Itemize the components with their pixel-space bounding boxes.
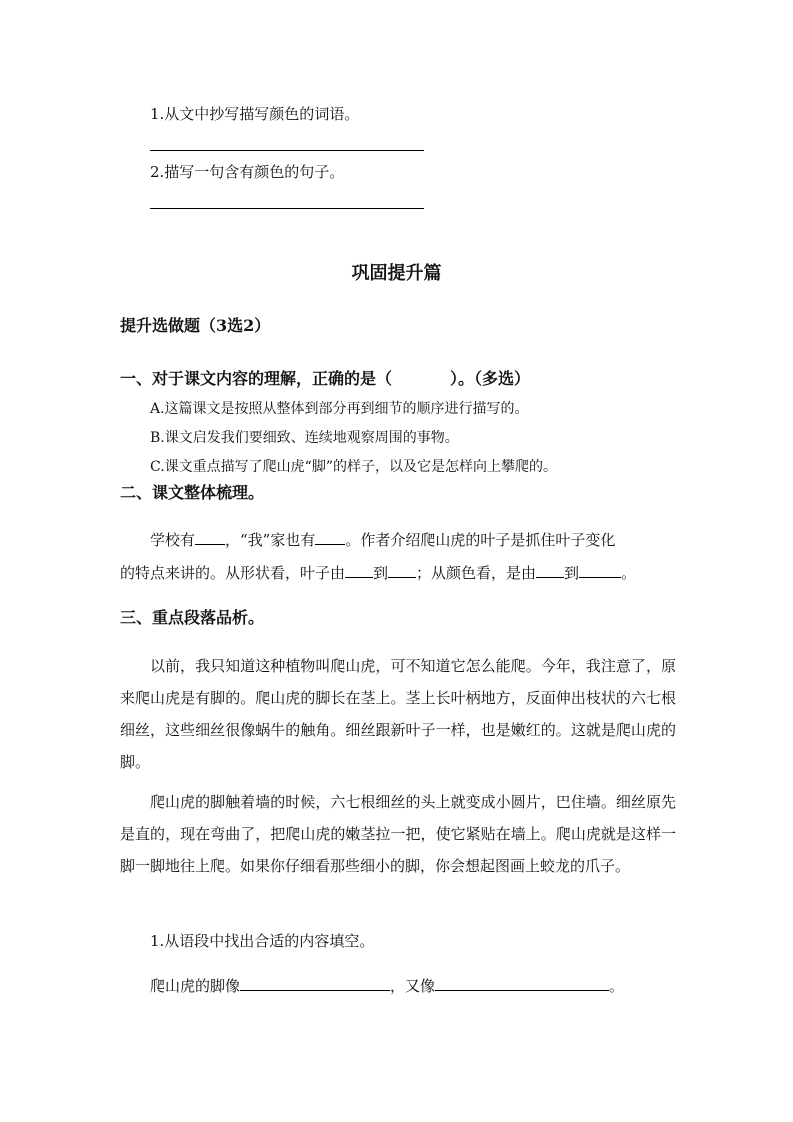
question-1-top: 1.从文中抄写描写颜色的词语。 (150, 105, 360, 123)
section-1-heading (120, 369, 530, 389)
answer-blank[interactable] (435, 975, 609, 991)
question-2-top: 2.描写一句含有颜色的句子。 (150, 163, 345, 181)
option-b[interactable]: B.课文启发我们要细致、连续地观察周围的事物。 (150, 430, 459, 446)
option-a[interactable]: A.这篇课文是按照从整体到部分再到细节的顺序进行描写的。 (150, 401, 529, 417)
text-fragment: 。 (621, 564, 637, 582)
text-fragment: 。作者介绍爬山虎的叶子是抓住叶子变化 (345, 531, 616, 549)
section-2-line-2 (120, 562, 636, 583)
option-c[interactable]: C.课文重点描写了爬山虎“脚”的样子，以及它是怎样向上攀爬的。 (150, 459, 557, 475)
answer-blank[interactable] (315, 529, 345, 545)
section-2-line-1 (150, 529, 615, 550)
text-fragment: 学校有 (150, 531, 196, 549)
answer-blank[interactable] (240, 975, 390, 991)
section-1-heading-pre: 一、对于课文内容的理解，正确的是（ (120, 369, 393, 388)
answer-blank[interactable] (195, 529, 225, 545)
text-fragment: ，又像 (390, 977, 436, 995)
passage-paragraph-1: 以前，我只知道这种植物叫爬山虎，可不知道它怎么能爬。今年，我注意了，原来爬山虎是有脚的。爬山虎的脚长在茎上。茎上长叶柄地方，反面伸出枝状的六七根细丝，这些细丝很像蜗牛的触角。细丝跟新叶子一样，也是嫩红的。这就是爬山虎的脚。 (120, 657, 676, 771)
text-fragment: ，“我”家也有 (225, 531, 316, 549)
passage-paragraph-2: 爬山虎的脚触着墙的时候，六七根细丝的头上就变成小圆片，巴住墙。细丝原先是直的，现在弯曲了，把爬山虎的嫩茎拉一把，使它紧贴在墙上。爬山虎就是这样一脚一脚地往上爬。如果你仔细看那些细小的脚，你会想起图画上蛟龙的爪子。 (120, 793, 676, 875)
answer-line-2[interactable] (150, 208, 424, 209)
section-2-heading: 二、课文整体梳理。 (120, 483, 265, 502)
answer-blank[interactable] (388, 562, 416, 578)
text-fragment: 到 (373, 564, 389, 582)
text-fragment: 的特点来讲的。从形状看，叶子由 (120, 564, 346, 582)
answer-line-1[interactable] (150, 150, 424, 151)
text-fragment: 。 (609, 977, 625, 995)
text-fragment: 爬山虎的脚像 (150, 977, 241, 995)
section-1-heading-post: ）。（多选） (450, 369, 531, 388)
page-title: 巩固提升篇 (351, 263, 442, 284)
text-fragment: ；从颜色看，是由 (416, 564, 537, 582)
answer-blank[interactable] (345, 562, 373, 578)
section-3-heading: 三、重点段落品析。 (120, 608, 265, 627)
answer-blank[interactable] (579, 562, 621, 578)
section-3-fill-line (150, 975, 624, 996)
text-fragment: 到 (564, 564, 580, 582)
section-3-question-1: 1.从语段中找出合适的内容填空。 (150, 932, 375, 950)
section-subtitle: 提升选做题（3选2） (120, 316, 271, 335)
answer-blank[interactable] (536, 562, 564, 578)
